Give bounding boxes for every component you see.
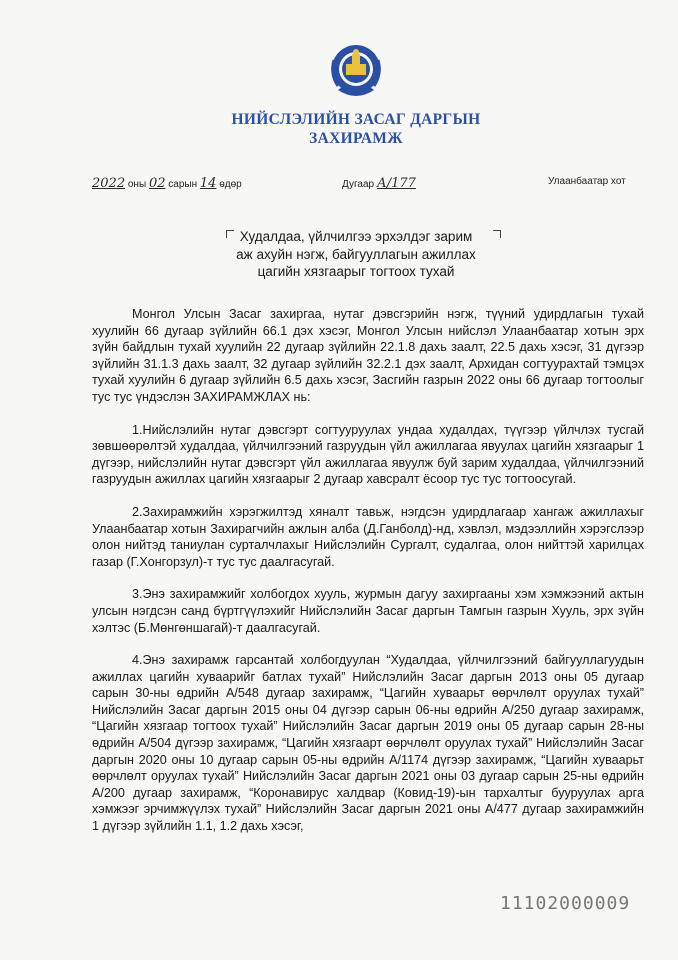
number-label: Дугаар [342,179,375,190]
subject-line: аж ахуйн нэгж, байгууллагын ажиллах [236,246,476,262]
decree-subject [200,228,512,281]
date-day: 14 [199,176,217,191]
decree-number [342,176,416,191]
document-type: ЗАХИРАМЖ [309,130,403,147]
date-month: 02 [148,176,166,191]
year-suffix: оны [127,179,147,190]
decree-body [92,306,644,851]
clause-3: 3.Энэ захирамжийг холбогдох хууль, журмын дагуу захиргааны хэм хэмжээний актын улсын нэгдсэн санд бүртгүүлэхийг Нийслэлийн Засаг даргын Тамгын газрын Хууль, эрх зүйн хэлтэс (Б.Мөнгөншагай)-т даалгасугай. [92,587,644,635]
date-year: 2022 [92,176,126,191]
clause-2: 2.Захирамжийн хэрэгжилтэд хяналт тавьж, нэгдсэн удирдлагаар хангаж ажиллахыг Улаанбаатар хотын Захирагчийн ажлын алба (Д.Ганболд)-нд, хэвлэл, мэдээллийн хэрэгслээр олон нийтэд таниулан сурталчлахыг Нийслэлийн Сургалт, судалгаа, олон нийттэй харилцах газар (Г.Хонгорзул)-т тус тус даалгасугай. [92,504,644,569]
serial-number: 11102000009 [500,893,631,914]
clause-4: 4.Энэ захирамж гарсантай холбогдуулан “Худалдаа, үйлчилгээний байгууллагуудын ажиллах цагийн хуваарийг батлах тухай” Нийслэлийн Засаг даргын 2013 оны 05 дугаар сарын 30-ны өдрийн А/548 дугаар захирамж, “Цагийн хуваарьт өөрчлөлт оруулах тухай” Нийслэлийн Засаг даргын 2015 оны 04 дүгээр сарын 06-ны өдрийн А/250 дугаар захирамж, “Цагийн хязгаар тогтоох тухай” Нийслэлийн Засаг даргын 2019 оны 05 дугаар сарын 28-ны өдрийн А/504 дүгээр захирамж, “Цагийн хязгаарт өөрчлөлт оруулах тухай” Нийслэлийн Засаг даргын 2020 оны 10 дугаар сарын 05-ны өдрийн А/1174 дүгээр захирамж, “Цагийн хуваарьт өөрчлөлт оруулах тухай” Нийслэлийн Засаг даргын 2021 оны 03 дугаар сарын 25-ны өдрийн А/200 дугаар захирамж, “Коронавирус халдвар (Ковид-19)-ын тархалтыг бууруулах арга хэмжээг эрчимжүүлэх тухай” Нийслэлийн Засаг даргын 2021 оны А/477 дугаар захирамжийн 1 дүгээр зүйлийн 1.1, 1.2 дахь хэсэг, [92,653,644,834]
issue-city: Улаанбаатар хот [548,176,626,187]
issuing-authority [200,110,512,148]
preamble-paragraph: Монгол Улсын Засаг захиргаа, нутаг дэвсгэрийн нэгж, түүний удирдлагын тухай хуулийн 66 дугаар зүйлийн 66.1 дэх хэсэг, Монгол Улсын нийслэл Улаанбаатар хотын эрх зүйн байдлын тухай хуулийн 22 дугаар зүйлийн 22.1.8 дахь заалт, 22.5 дахь хэсэг, 31 дүгээр зүйлийн 31.1.3 дахь заалт, 32 дугаар зүйлийн 32.2.1 дэх заалт, Архидан согтуурахтай тэмцэх тухай хуулийн 6 дугаар зүйлийн 6.5 дахь хэсэг, Засгийн газрын 2022 оны 66 дугаар тогтоолыг тус тус үндэслэн ЗАХИРАМЖЛАХ нь: [92,307,644,404]
issue-date [92,176,242,191]
day-suffix: өдөр [219,179,242,190]
month-suffix: сарын [168,179,198,190]
state-emblem-icon [328,40,384,102]
org-name: НИЙСЛЭЛИЙН ЗАСАГ ДАРГЫН [231,111,481,128]
clause-1: 1.Нийслэлийн нутаг дэвсгэрт согтууруулах ундаа худалдах, түүгээр үйлчлэх тусгай зөвшөөрөлтэй худалдаа, үйлчилгээний газруудын үйл ажиллагаа явуулах цагийн хязгаарыг 1 дүгээр, нийслэлийн нутаг дэвсгэрт үйл ажиллагаа явуулж буй зарим худалдаа, үйлчилгээний газруудын ажиллах цагийн хязгаарыг 2 дугаар хавсралт ёсоор тус тус тогтоосугай. [92,422,644,487]
number-value: А/177 [376,176,416,191]
subject-line: Худалдаа, үйлчилгээ эрхэлдэг зарим [239,229,473,244]
subject-line: цагийн хязгаарыг тогтоох тухай [257,264,455,279]
